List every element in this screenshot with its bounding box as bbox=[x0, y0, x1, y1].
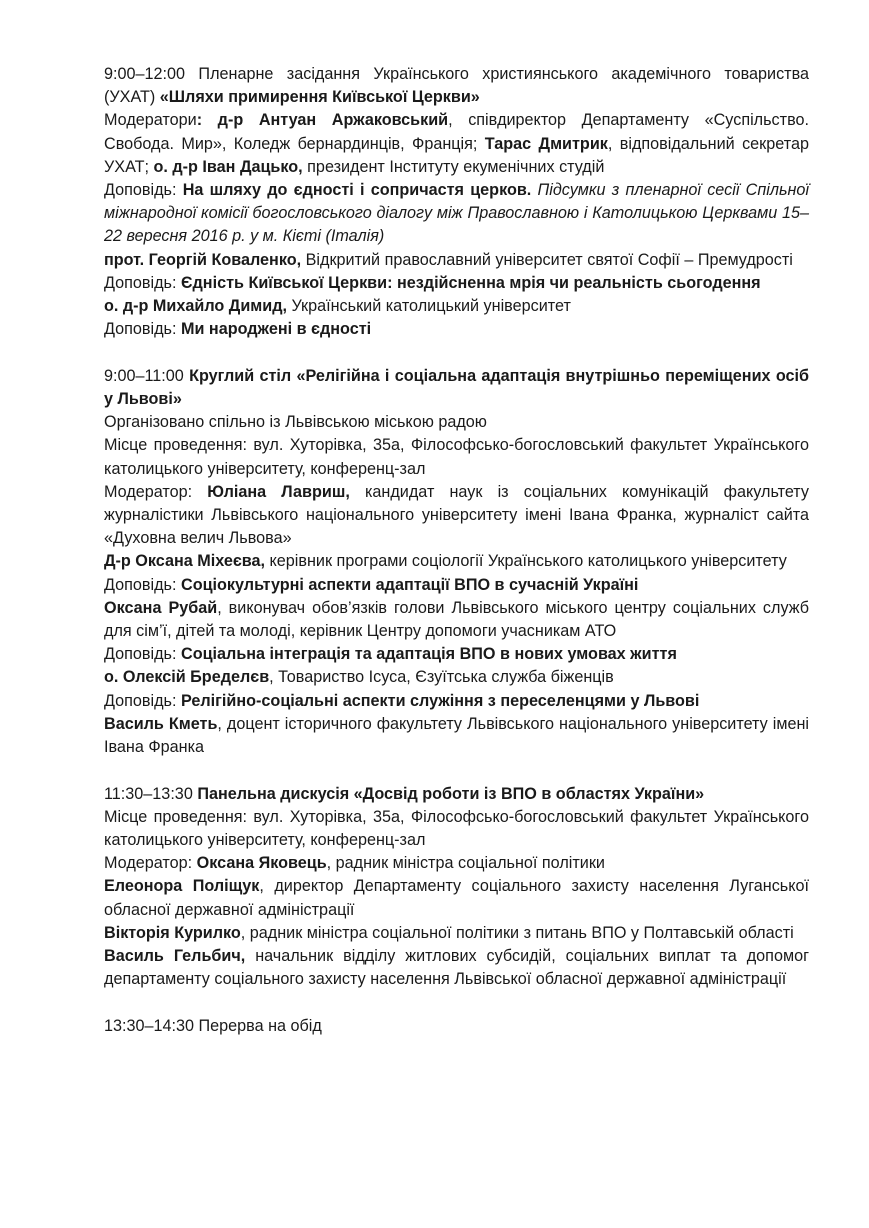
bold-text: о. Олексій Бределєв bbox=[104, 668, 270, 687]
bold-text: Єдність Київської Церкви: нездійсненна мрія чи реальність сьогодення bbox=[181, 273, 761, 292]
bold-text: Панельна дискусія «Досвід роботи із ВПО в областях України» bbox=[197, 784, 705, 803]
section-gap bbox=[104, 759, 809, 782]
paragraph bbox=[104, 945, 809, 991]
text-run: Модератор: bbox=[104, 854, 197, 873]
paragraph bbox=[104, 690, 809, 713]
section-gap bbox=[104, 341, 809, 364]
bold-text: о. д-р Михайло Димид, bbox=[104, 297, 287, 316]
paragraph bbox=[104, 249, 809, 272]
text-run: , Товариство Ісуса, Єзуїтська служба біженців bbox=[269, 668, 614, 687]
text-run: 13:30–14:30 Перерва на обід bbox=[104, 1016, 322, 1035]
text-run: Доповідь: bbox=[104, 320, 181, 339]
paragraph bbox=[104, 481, 809, 551]
bold-text: «Шляхи примирення Київської Церкви» bbox=[159, 88, 480, 107]
text-run: 11:30–13:30 bbox=[104, 784, 198, 803]
bold-text: Соціальна інтеграція та адаптація ВПО в нових умовах життя bbox=[181, 645, 677, 664]
bold-text: Оксана Яковець bbox=[196, 854, 327, 873]
text-run: Доповідь: bbox=[104, 181, 183, 200]
bold-text: Соціокультурні аспекти адаптації ВПО в сучасній Україні bbox=[181, 575, 639, 594]
paragraph bbox=[104, 272, 809, 295]
text-run: , радник міністра соціальної політики bbox=[326, 854, 605, 873]
paragraph bbox=[104, 713, 809, 759]
text-run: , співдиректор Департаменту «Суспільство. Свобода. Мир», Коледж бернардинців, Франція; bbox=[104, 111, 809, 153]
text-run: Доповідь: bbox=[104, 691, 181, 710]
text-run: Організовано спільно із Львівською міською радою bbox=[104, 413, 487, 432]
bold-text: : д-р Антуан Аржаковський bbox=[196, 111, 449, 130]
section-gap bbox=[104, 992, 809, 1015]
paragraph bbox=[104, 643, 809, 666]
bold-text: Юліана Лавриш, bbox=[207, 482, 350, 501]
bold-text: Тарас Дмитрик bbox=[484, 134, 608, 153]
paragraph bbox=[104, 1015, 809, 1038]
paragraph bbox=[104, 550, 809, 573]
paragraph bbox=[104, 597, 809, 643]
paragraph bbox=[104, 574, 809, 597]
bold-text: Василь Кметь bbox=[104, 714, 218, 733]
paragraph bbox=[104, 179, 809, 249]
text-run: Доповідь: bbox=[104, 575, 181, 594]
text-run: президент Інституту екуменічних студій bbox=[302, 157, 605, 176]
text-run: Модератор: bbox=[104, 482, 208, 501]
text-run: Доповідь: bbox=[104, 645, 181, 664]
italic-text: Підсумки з пленарної сесії Спільної міжнародної комісії богословського діалогу між Православною і Католицькою Церквами 15–22 вересня 2016 р. у м. Кієті (Італія) bbox=[104, 181, 809, 246]
text-run: , доцент історичного факультету Львівського національного університету імені Івана Франка bbox=[104, 714, 809, 757]
paragraph bbox=[104, 295, 809, 318]
text-run: , відповідальний секретар УХАТ; bbox=[104, 134, 809, 176]
bold-text: Василь Гельбич, bbox=[104, 947, 246, 966]
paragraph bbox=[104, 666, 809, 689]
text-run: Український католицький університет bbox=[286, 297, 571, 316]
text-run: кандидат наук із соціальних комунікацій факультету журналістики Львівського національного університету імені Івана Франка, журналіст сайта «Духовна велич Львова» bbox=[104, 482, 809, 548]
paragraph bbox=[104, 109, 809, 179]
text-run: , директор Департаменту соціального захисту населення Луганської обласної державної адміністрації bbox=[104, 877, 809, 919]
bold-text: Д-р Оксана Міхеєва, bbox=[104, 552, 266, 571]
paragraph bbox=[104, 806, 809, 852]
bold-text: прот. Георгій Коваленко, bbox=[104, 250, 302, 269]
bold-text: Оксана Рубай bbox=[104, 598, 218, 617]
bold-text: Ми народжені в єдності bbox=[181, 320, 372, 339]
bold-text: о. д-р Іван Дацько, bbox=[153, 157, 303, 176]
bold-text: На шляху до єдності і сопричастя церков. bbox=[182, 181, 532, 200]
paragraph bbox=[104, 783, 809, 806]
text-run: Місце проведення: вул. Хуторівка, 35а, Філософсько-богословський факультет Українського католицького університету, конференц-зал bbox=[104, 807, 809, 850]
bold-text: Релігійно-соціальні аспекти служіння з переселенцями у Львові bbox=[181, 691, 700, 710]
text-run: , радник міністра соціальної політики з питань ВПО у Полтавській області bbox=[240, 923, 794, 942]
paragraph bbox=[104, 411, 809, 434]
text-run: керівник програми соціології Українського католицького університету bbox=[265, 552, 787, 571]
text-run: начальник відділу житлових субсидій, соціальних виплат та допомог департаменту соціального захисту населення Львівської обласної державної адміністрації bbox=[104, 947, 809, 989]
text-run: 9:00–11:00 bbox=[104, 366, 190, 385]
paragraph bbox=[104, 434, 809, 480]
text-run: Відкритий православний університет святої Софії – Премудрості bbox=[301, 250, 793, 269]
paragraph bbox=[104, 63, 809, 109]
text-run: Місце проведення: вул. Хуторівка, 35а, Філософсько-богословський факультет Українського католицького університету, конференц-зал bbox=[104, 436, 809, 478]
text-run: , виконувач обов’язків голови Львівського міського центру соціальних служб для сім’ї, дітей та молоді, керівник Центру допомоги учасникам АТО bbox=[104, 598, 810, 641]
paragraph bbox=[104, 875, 809, 921]
text-run: Доповідь: bbox=[104, 273, 181, 292]
paragraph bbox=[104, 852, 809, 875]
bold-text: Круглий стіл «Релігійна і соціальна адаптація внутрішньо переміщених осіб у Львові» bbox=[104, 366, 809, 409]
paragraph bbox=[104, 365, 809, 411]
text-run: Модератори bbox=[104, 111, 197, 130]
bold-text: Елеонора Поліщук bbox=[104, 877, 260, 896]
bold-text: Вікторія Курилко bbox=[104, 923, 241, 942]
text-run: 9:00–12:00 Пленарне засідання Українського християнського академічного товариства (УХАТ) bbox=[104, 65, 809, 107]
paragraph bbox=[104, 318, 809, 341]
paragraph bbox=[104, 922, 809, 945]
